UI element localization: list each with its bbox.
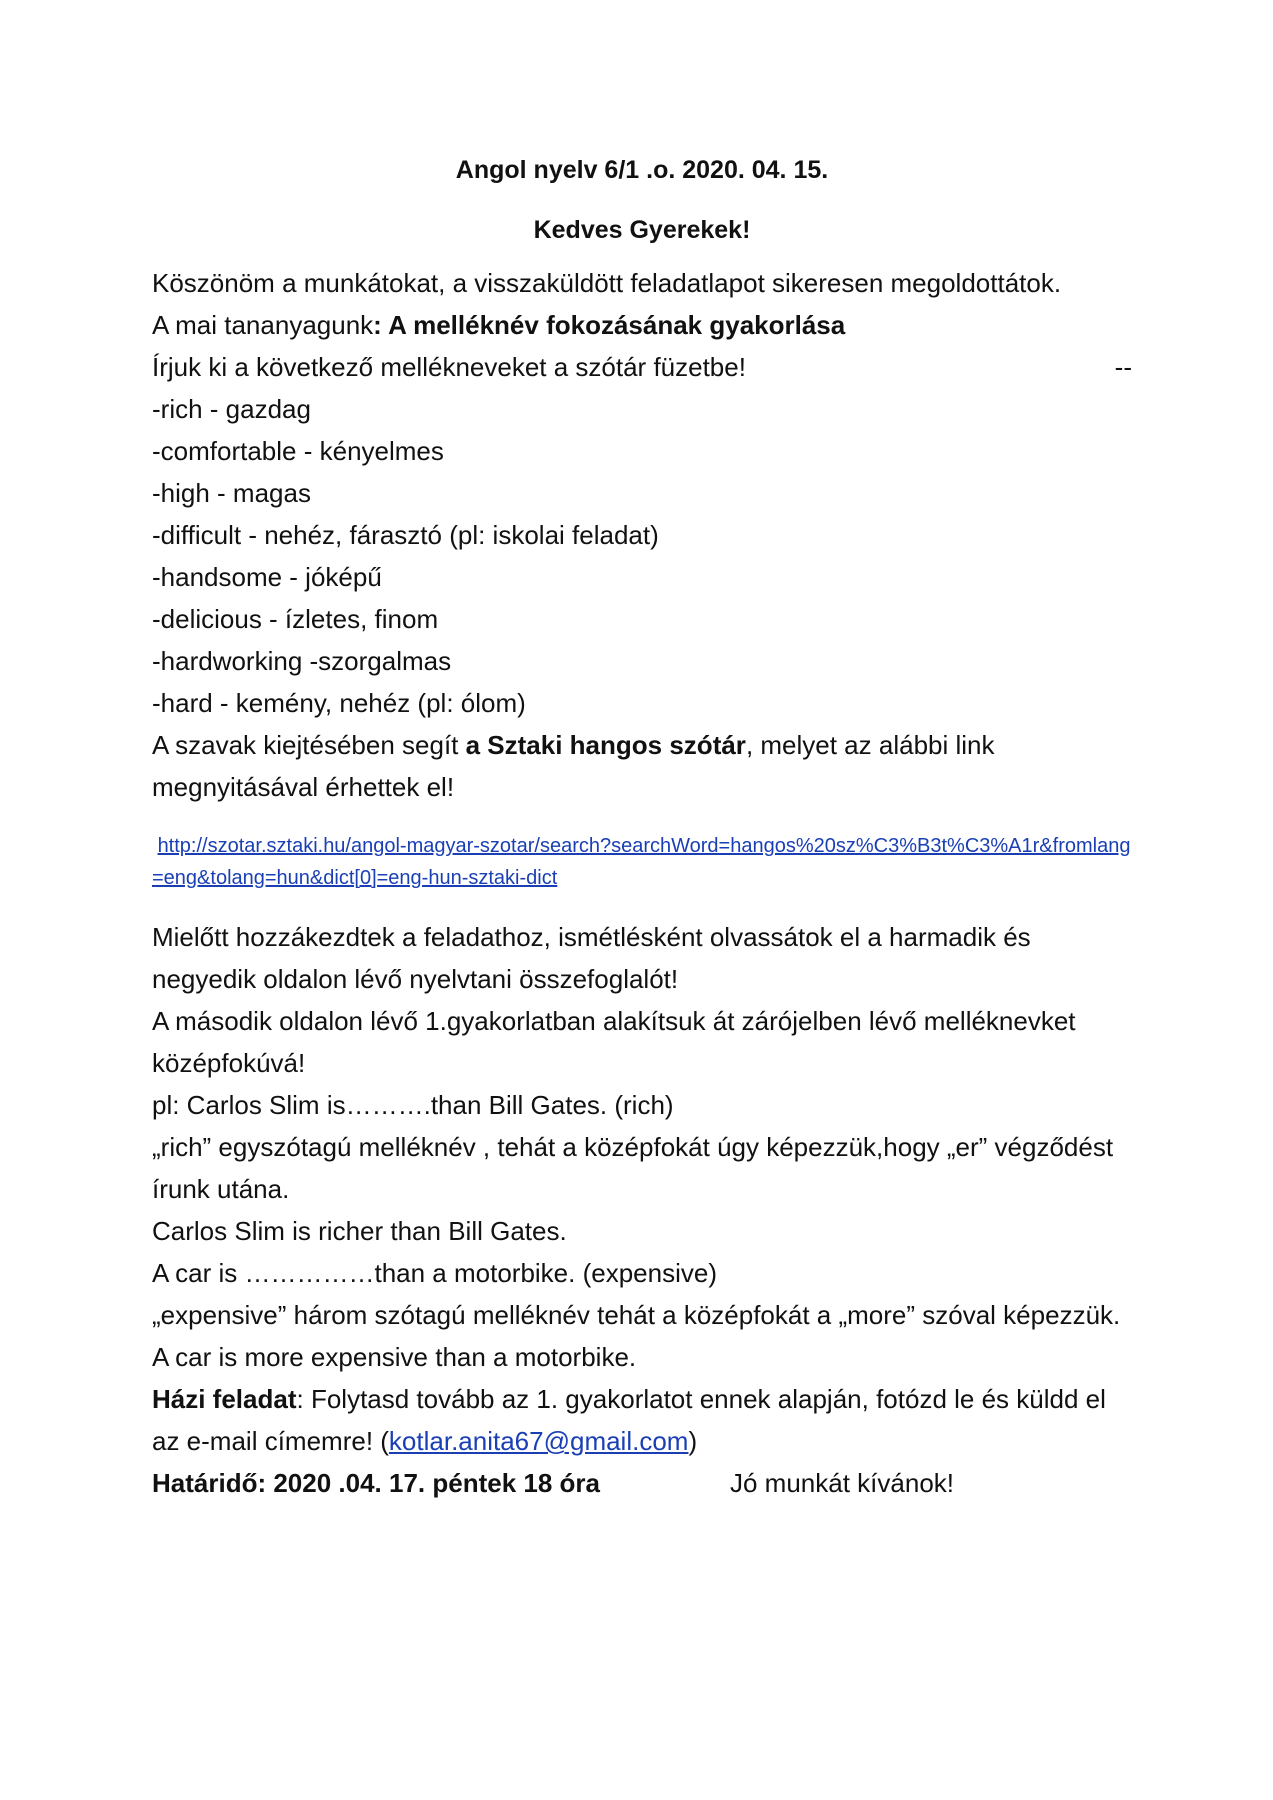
homework-paragraph	[152, 1378, 1132, 1462]
greeting-heading: Kedves Gyerekek!	[533, 216, 751, 244]
vocab-item: -difficult - nehéz, fárasztó (pl: iskolai feladat)	[152, 520, 659, 550]
vocabulary-list	[152, 388, 1132, 724]
dashes-mark: --	[1114, 352, 1132, 382]
vocab-item: -hardworking -szorgalmas	[152, 646, 452, 676]
vocab-item: -hard - kemény, nehéz (pl: ólom)	[152, 688, 526, 718]
instruction-line	[152, 346, 1132, 388]
document-content	[152, 150, 1132, 1504]
vocab-item: -rich - gazdag	[152, 394, 311, 424]
example-expensive: A car is ……………than a motorbike. (expensive)	[152, 1258, 717, 1288]
page-title: Angol nyelv 6/1 .o. 2020. 04. 15.	[455, 156, 829, 184]
dictionary-text-after: , melyet az alábbi link megnyitásával érhettek el!	[152, 730, 995, 802]
topic-bold: : A melléknév fokozásának gyakorlása	[373, 310, 846, 340]
dictionary-name: a Sztaki hangos szótár	[465, 730, 746, 760]
email-link[interactable]: kotlar.anita67@gmail.com	[388, 1426, 689, 1456]
topic-prefix: A mai tananyagunk	[152, 310, 374, 340]
homework-text: : Folytasd tovább az 1. gyakorlatot ennek alapján, fotózd le és küldd el az e-mail címemre! (	[152, 1384, 1106, 1456]
vocab-item: -high - magas	[152, 478, 311, 508]
answer-rich: Carlos Slim is richer than Bill Gates.	[152, 1216, 567, 1246]
explain-expensive: „expensive” három szótagú melléknév tehát a középfokát a „more” szóval képezzük.	[152, 1300, 1121, 1330]
dictionary-text-before: A szavak kiejtésében segít	[152, 730, 466, 760]
homework-label: Házi feladat	[152, 1384, 297, 1414]
deadline-row	[152, 1462, 1132, 1504]
explain-rich: „rich” egyszótagú melléknév , tehát a középfokát úgy képezzük,hogy „er” végződést írunk utána.	[152, 1132, 1114, 1204]
intro-section	[152, 262, 1132, 388]
vocab-item: -handsome - jóképű	[152, 562, 382, 592]
exercise-section	[152, 916, 1132, 1378]
dictionary-link[interactable]: http://szotar.sztaki.hu/angol-magyar-szotar/search?searchWord=hangos%20sz%C3%B3t%C3%A1r&fromlang=eng&tolang=hun&dict[0]=eng-hun-sztaki-dict	[152, 835, 1131, 889]
vocab-item: -delicious - ízletes, finom	[152, 604, 439, 634]
example-rich: pl: Carlos Slim is……….than Bill Gates. (rich)	[152, 1090, 674, 1120]
dictionary-link-block	[152, 830, 1132, 894]
exercise-intro: Mielőtt hozzákezdtek a feladathoz, ismétlésként olvassátok el a harmadik és negyedik oldalon lévő nyelvtani összefoglalót!	[152, 922, 1031, 994]
closing-wish: Jó munkát kívánok!	[730, 1468, 954, 1498]
instruction-text: Írjuk ki a következő mellékneveket a szótár füzetbe!	[152, 352, 746, 382]
vocab-item: -comfortable - kényelmes	[152, 436, 444, 466]
answer-expensive: A car is more expensive than a motorbike.	[152, 1342, 637, 1372]
exercise-task: A második oldalon lévő 1.gyakorlatban alakítsuk át zárójelben lévő melléknevket középfokúvá!	[152, 1006, 1076, 1078]
deadline-text: Határidő: 2020 .04. 17. péntek 18 óra	[152, 1468, 600, 1498]
topic-line	[152, 304, 1132, 346]
thanks-line: Köszönöm a munkátokat, a visszaküldött feladatlapot sikeresen megoldottátok.	[152, 268, 1062, 298]
homework-close: )	[688, 1426, 698, 1456]
dictionary-paragraph	[152, 724, 1132, 808]
